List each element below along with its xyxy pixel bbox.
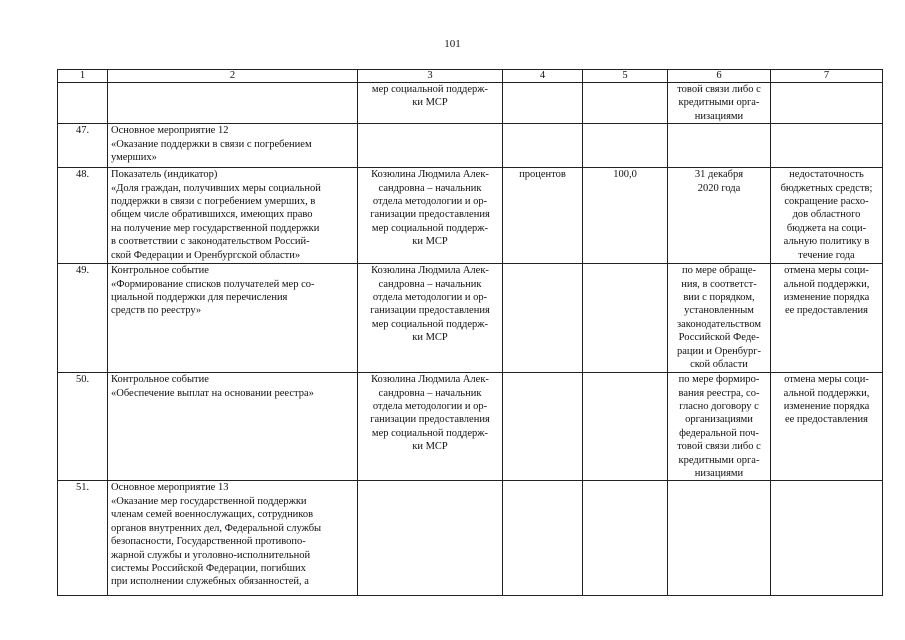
risks-cell [771,373,883,481]
cell-line: Российской Феде- [678,332,760,344]
cell-line: альной поддержки, [783,387,870,399]
cell-line: отмена меры соци- [784,374,869,386]
value-cell [583,83,668,124]
cell-line: безопасности, Государственной противопо- [111,536,306,548]
cell-line: течение года [798,249,855,261]
cell-line: членам семей военнослужащих, сотрудников [111,509,314,521]
deadline-cell [668,481,771,596]
cell-line: Основное мероприятие 12 [111,125,229,137]
cell-line: средств по реестру» [111,305,202,317]
cell-line: сокращение расхо- [784,196,869,208]
table-row [58,168,883,264]
cell-line: жарной службы и уголовно-исполнительной [111,549,311,561]
table-row [58,373,883,481]
cell-line: системы Российской Федерации, погибших [111,562,306,574]
risks-cell [771,264,883,373]
cell-line: изменение порядка [783,401,870,413]
risks-cell [771,124,883,168]
cell-line: ки МСР [412,441,448,453]
cell-line: федеральной поч- [679,427,759,439]
value-cell [583,373,668,481]
unit-cell [503,373,583,481]
cell-line: процентов [519,169,566,181]
cell-line: ее предоставления [784,305,868,317]
cell-line: 2020 года [697,182,741,194]
cell-line: «Обеспечение выплат на основании реестра» [111,387,314,399]
row-number-cell [58,83,108,124]
cell-line: «Оказание мер государственной поддержки [111,495,307,507]
responsible-cell [358,168,503,264]
cell-line: общем числе обратившихся, имеющих право [111,209,313,221]
column-header: 1 [58,70,108,83]
cell-line: Контрольное событие [111,374,209,386]
unit-cell [503,168,583,264]
description-cell [108,168,358,264]
cell-line: Козюлина Людмила Алек- [371,265,489,277]
cell-line: низациями [694,468,744,480]
value-cell [583,168,668,264]
cell-line: в соответствии с законодательством Россий- [111,236,310,248]
deadline-cell [668,124,771,168]
column-number-row [58,70,883,83]
unit-cell [503,264,583,373]
cell-line: бюджетных средств; [780,182,873,194]
column-header: 6 [668,70,771,83]
responsible-cell [358,83,503,124]
deadline-cell [668,83,771,124]
column-header: 7 [771,70,883,83]
cell-line: отдела методологии и ор- [372,401,488,413]
cell-line: циальной поддержки для перечисления [111,292,288,304]
table-row [58,481,883,596]
row-number-cell: 49. [58,264,108,373]
cell-line: рации и Оренбург- [677,345,761,357]
cell-line: сандровна – начальник [378,182,482,194]
cell-line: на получение мер государственной поддержки [111,222,320,234]
value-cell [583,124,668,168]
cell-line: альной поддержки, [783,278,870,290]
cell-line: по мере формиро- [678,374,760,386]
cell-line: 100,0 [613,169,637,181]
cell-line: кредитными орга- [678,97,760,109]
responsible-cell [358,124,503,168]
cell-line: ской области [690,359,748,371]
column-header: 2 [108,70,358,83]
cell-line: низациями [694,110,744,122]
cell-line: недостаточность [789,169,864,181]
description-cell [108,124,358,168]
cell-line: организациями [685,414,753,426]
description-cell [108,373,358,481]
cell-line: мер социальной поддерж- [371,318,489,330]
cell-line: установленным [684,305,754,317]
measures-table [57,69,883,596]
cell-line: «Оказание поддержки в связи с погребением [111,138,312,150]
table-row [58,264,883,373]
unit-cell [503,83,583,124]
cell-line: ее предоставления [784,414,868,426]
cell-line: мер социальной поддерж- [371,427,489,439]
value-cell [583,481,668,596]
cell-line: ки МСР [412,97,448,109]
cell-line: ния, в соответст- [681,278,757,290]
cell-line: ганизации предоставления [370,305,490,317]
cell-line: Контрольное событие [111,265,209,277]
cell-line: сандровна – начальник [378,387,482,399]
cell-line: органов внутренних дел, Федеральной службы [111,522,322,534]
cell-line: умерших» [111,152,157,164]
unit-cell [503,481,583,596]
cell-line: товой связи либо с [677,441,761,453]
cell-line: законодательством [676,318,762,330]
description-cell [108,83,358,124]
deadline-cell [668,264,771,373]
cell-line: мер социальной поддерж- [371,222,489,234]
risks-cell [771,83,883,124]
cell-line: вии с порядком, [683,292,755,304]
cell-line: товой связи либо с [677,84,761,95]
cell-line: ганизации предоставления [370,209,490,221]
cell-line: отмена меры соци- [784,265,869,277]
deadline-cell [668,373,771,481]
table-row [58,83,883,124]
risks-cell [771,481,883,596]
cell-line: сандровна – начальник [378,278,482,290]
value-cell [583,264,668,373]
cell-line: «Формирование списков получателей мер со- [111,278,315,290]
page-number: 101 [444,38,461,50]
cell-line: Козюлина Людмила Алек- [371,374,489,386]
deadline-cell [668,168,771,264]
description-cell [108,264,358,373]
column-header: 3 [358,70,503,83]
column-header: 5 [583,70,668,83]
cell-line: при исполнении служебных обязанностей, а [111,576,309,588]
cell-line: Показатель (индикатор) [111,169,218,181]
cell-line: мер социальной поддерж- [371,84,489,95]
row-number-cell: 50. [58,373,108,481]
cell-line: дов областного [792,209,861,221]
table-row [58,124,883,168]
cell-line: ганизации предоставления [370,414,490,426]
cell-line: ки МСР [412,236,448,248]
unit-cell [503,124,583,168]
responsible-cell [358,481,503,596]
responsible-cell [358,264,503,373]
cell-line: по мере обраще- [681,265,757,277]
cell-line: Основное мероприятие 13 [111,482,229,494]
cell-line: поддержки в связи с погребением умерших, в [111,196,316,208]
cell-line: «Доля граждан, получивших меры социальной [111,182,321,194]
cell-line: гласно договору с [679,401,759,413]
row-number-cell: 51. [58,481,108,596]
cell-line: Козюлина Людмила Алек- [371,169,489,181]
row-number-cell: 47. [58,124,108,168]
cell-line: ки МСР [412,332,448,344]
column-header: 4 [503,70,583,83]
cell-line: кредитными орга- [678,454,760,466]
cell-line: 31 декабря [694,169,744,181]
responsible-cell [358,373,503,481]
cell-line: изменение порядка [783,292,870,304]
row-number-cell: 48. [58,168,108,264]
cell-line: бюджета на соци- [786,222,867,234]
table-body [58,83,883,596]
cell-line: отдела методологии и ор- [372,196,488,208]
cell-line: вания реестра, со- [678,387,760,399]
cell-line: ской Федерации и Оренбургской области» [111,249,301,261]
description-cell [108,481,358,596]
risks-cell [771,168,883,264]
cell-line: альную политику в [783,236,870,248]
cell-line: отдела методологии и ор- [372,292,488,304]
